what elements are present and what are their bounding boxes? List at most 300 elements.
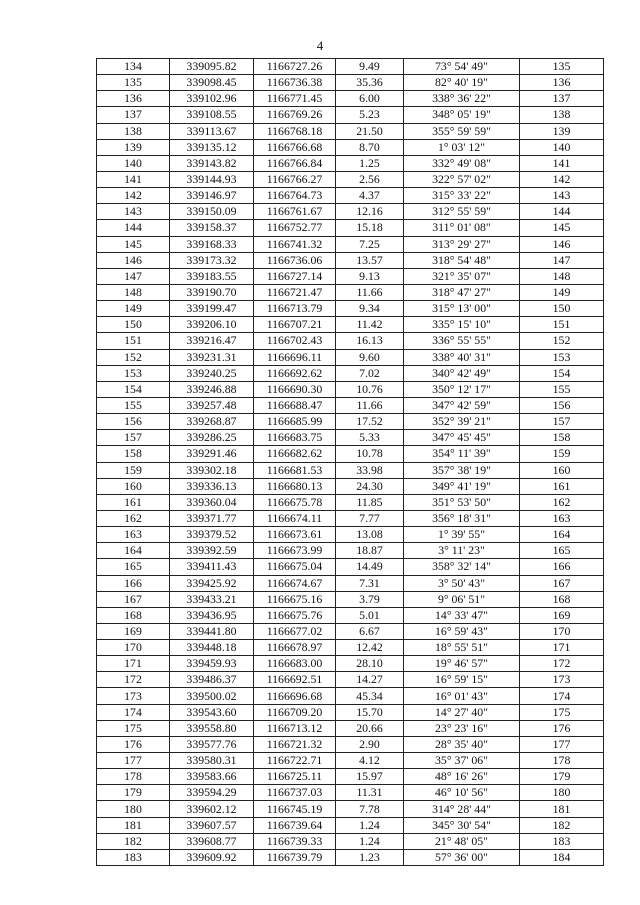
distance-cell: 33.98: [336, 462, 404, 478]
y-coordinate-cell: 1166713.12: [254, 720, 336, 736]
distance-cell: 7.78: [336, 801, 404, 817]
distance-cell: 15.97: [336, 769, 404, 785]
bearing-cell: 16° 59' 15": [404, 672, 520, 688]
table-row: [97, 414, 604, 430]
next-point-cell: 174: [520, 688, 604, 704]
x-coordinate-cell: 339102.96: [170, 91, 254, 107]
table-row: [97, 833, 604, 849]
x-coordinate-cell: 339240.25: [170, 365, 254, 381]
point-number-cell: 161: [97, 494, 170, 510]
distance-cell: 45.34: [336, 688, 404, 704]
x-coordinate-cell: 339500.02: [170, 688, 254, 704]
table-row: [97, 220, 604, 236]
next-point-cell: 179: [520, 769, 604, 785]
x-coordinate-cell: 339583.66: [170, 769, 254, 785]
table-row: [97, 494, 604, 510]
bearing-cell: 311° 01' 08": [404, 220, 520, 236]
next-point-cell: 152: [520, 333, 604, 349]
next-point-cell: 181: [520, 801, 604, 817]
next-point-cell: 141: [520, 155, 604, 171]
point-number-cell: 180: [97, 801, 170, 817]
point-number-cell: 167: [97, 591, 170, 607]
x-coordinate-cell: 339216.47: [170, 333, 254, 349]
y-coordinate-cell: 1166675.76: [254, 607, 336, 623]
x-coordinate-cell: 339286.25: [170, 430, 254, 446]
x-coordinate-cell: 339098.45: [170, 75, 254, 91]
x-coordinate-cell: 339609.92: [170, 849, 254, 865]
next-point-cell: 145: [520, 220, 604, 236]
next-point-cell: 178: [520, 753, 604, 769]
y-coordinate-cell: 1166768.18: [254, 123, 336, 139]
bearing-cell: 318° 54' 48": [404, 252, 520, 268]
y-coordinate-cell: 1166741.32: [254, 236, 336, 252]
table-row: [97, 656, 604, 672]
distance-cell: 7.02: [336, 365, 404, 381]
y-coordinate-cell: 1166675.78: [254, 494, 336, 510]
y-coordinate-cell: 1166752.77: [254, 220, 336, 236]
table-row: [97, 720, 604, 736]
point-number-cell: 155: [97, 397, 170, 413]
bearing-cell: 14° 33' 47": [404, 607, 520, 623]
next-point-cell: 150: [520, 301, 604, 317]
distance-cell: 7.25: [336, 236, 404, 252]
distance-cell: 11.66: [336, 397, 404, 413]
distance-cell: 21.50: [336, 123, 404, 139]
x-coordinate-cell: 339268.87: [170, 414, 254, 430]
next-point-cell: 168: [520, 591, 604, 607]
next-point-cell: 164: [520, 527, 604, 543]
bearing-cell: 335° 15' 10": [404, 317, 520, 333]
table-row: [97, 268, 604, 284]
point-number-cell: 154: [97, 381, 170, 397]
table-row: [97, 284, 604, 300]
next-point-cell: 184: [520, 849, 604, 865]
point-number-cell: 162: [97, 510, 170, 526]
x-coordinate-cell: 339448.18: [170, 640, 254, 656]
table-row: [97, 397, 604, 413]
bearing-cell: 57° 36' 00": [404, 849, 520, 865]
table-row: [97, 236, 604, 252]
x-coordinate-cell: 339231.31: [170, 349, 254, 365]
y-coordinate-cell: 1166702.43: [254, 333, 336, 349]
x-coordinate-cell: 339436.95: [170, 607, 254, 623]
bearing-cell: 315° 33' 22": [404, 188, 520, 204]
next-point-cell: 158: [520, 430, 604, 446]
x-coordinate-cell: 339580.31: [170, 753, 254, 769]
x-coordinate-cell: 339150.09: [170, 204, 254, 220]
distance-cell: 6.67: [336, 623, 404, 639]
table-row: [97, 333, 604, 349]
y-coordinate-cell: 1166680.13: [254, 478, 336, 494]
bearing-cell: 321° 35' 07": [404, 268, 520, 284]
x-coordinate-cell: 339146.97: [170, 188, 254, 204]
distance-cell: 14.49: [336, 559, 404, 575]
bearing-cell: 345° 30' 54": [404, 817, 520, 833]
distance-cell: 1.23: [336, 849, 404, 865]
bearing-cell: 351° 53' 50": [404, 494, 520, 510]
distance-cell: 10.78: [336, 446, 404, 462]
bearing-cell: 1° 03' 12": [404, 139, 520, 155]
next-point-cell: 154: [520, 365, 604, 381]
table-row: [97, 640, 604, 656]
table-body: [97, 59, 604, 866]
point-number-cell: 151: [97, 333, 170, 349]
point-number-cell: 158: [97, 446, 170, 462]
table-row: [97, 478, 604, 494]
table-row: [97, 785, 604, 801]
x-coordinate-cell: 339190.70: [170, 284, 254, 300]
point-number-cell: 179: [97, 785, 170, 801]
bearing-cell: 19° 46' 57": [404, 656, 520, 672]
point-number-cell: 136: [97, 91, 170, 107]
x-coordinate-cell: 339392.59: [170, 543, 254, 559]
x-coordinate-cell: 339257.48: [170, 397, 254, 413]
distance-cell: 5.01: [336, 607, 404, 623]
table-row: [97, 753, 604, 769]
table-row: [97, 559, 604, 575]
next-point-cell: 180: [520, 785, 604, 801]
y-coordinate-cell: 1166725.11: [254, 769, 336, 785]
table-row: [97, 688, 604, 704]
table-row: [97, 252, 604, 268]
bearing-cell: 48° 16' 26": [404, 769, 520, 785]
point-number-cell: 156: [97, 414, 170, 430]
next-point-cell: 162: [520, 494, 604, 510]
table-row: [97, 704, 604, 720]
x-coordinate-cell: 339095.82: [170, 59, 254, 75]
x-coordinate-cell: 339291.46: [170, 446, 254, 462]
y-coordinate-cell: 1166673.99: [254, 543, 336, 559]
x-coordinate-cell: 339411.43: [170, 559, 254, 575]
y-coordinate-cell: 1166678.97: [254, 640, 336, 656]
distance-cell: 7.77: [336, 510, 404, 526]
point-number-cell: 135: [97, 75, 170, 91]
x-coordinate-cell: 339602.12: [170, 801, 254, 817]
distance-cell: 20.66: [336, 720, 404, 736]
point-number-cell: 181: [97, 817, 170, 833]
bearing-cell: 338° 40' 31": [404, 349, 520, 365]
distance-cell: 12.16: [336, 204, 404, 220]
y-coordinate-cell: 1166739.33: [254, 833, 336, 849]
x-coordinate-cell: 339441.80: [170, 623, 254, 639]
table-row: [97, 769, 604, 785]
next-point-cell: 176: [520, 720, 604, 736]
x-coordinate-cell: 339425.92: [170, 575, 254, 591]
table-row: [97, 849, 604, 865]
y-coordinate-cell: 1166673.61: [254, 527, 336, 543]
point-number-cell: 143: [97, 204, 170, 220]
y-coordinate-cell: 1166736.38: [254, 75, 336, 91]
bearing-cell: 28° 35' 40": [404, 736, 520, 752]
distance-cell: 8.70: [336, 139, 404, 155]
next-point-cell: 139: [520, 123, 604, 139]
distance-cell: 11.42: [336, 317, 404, 333]
bearing-cell: 23° 23' 16": [404, 720, 520, 736]
bearing-cell: 349° 41' 19": [404, 478, 520, 494]
next-point-cell: 135: [520, 59, 604, 75]
point-number-cell: 159: [97, 462, 170, 478]
y-coordinate-cell: 1166696.11: [254, 349, 336, 365]
y-coordinate-cell: 1166745.19: [254, 801, 336, 817]
y-coordinate-cell: 1166736.06: [254, 252, 336, 268]
distance-cell: 15.70: [336, 704, 404, 720]
bearing-cell: 347° 45' 45": [404, 430, 520, 446]
table-row: [97, 736, 604, 752]
point-number-cell: 171: [97, 656, 170, 672]
next-point-cell: 160: [520, 462, 604, 478]
distance-cell: 24.30: [336, 478, 404, 494]
next-point-cell: 146: [520, 236, 604, 252]
next-point-cell: 149: [520, 284, 604, 300]
distance-cell: 4.37: [336, 188, 404, 204]
bearing-cell: 318° 47' 27": [404, 284, 520, 300]
point-number-cell: 142: [97, 188, 170, 204]
distance-cell: 9.13: [336, 268, 404, 284]
point-number-cell: 144: [97, 220, 170, 236]
point-number-cell: 175: [97, 720, 170, 736]
bearing-cell: 312° 55' 59": [404, 204, 520, 220]
table-row: [97, 123, 604, 139]
next-point-cell: 171: [520, 640, 604, 656]
distance-cell: 6.00: [336, 91, 404, 107]
x-coordinate-cell: 339113.67: [170, 123, 254, 139]
bearing-cell: 354° 11' 39": [404, 446, 520, 462]
next-point-cell: 148: [520, 268, 604, 284]
point-number-cell: 169: [97, 623, 170, 639]
table-row: [97, 188, 604, 204]
point-number-cell: 153: [97, 365, 170, 381]
y-coordinate-cell: 1166721.32: [254, 736, 336, 752]
point-number-cell: 164: [97, 543, 170, 559]
y-coordinate-cell: 1166771.45: [254, 91, 336, 107]
y-coordinate-cell: 1166675.04: [254, 559, 336, 575]
point-number-cell: 140: [97, 155, 170, 171]
table-row: [97, 107, 604, 123]
bearing-cell: 9° 06' 51": [404, 591, 520, 607]
bearing-cell: 18° 55' 51": [404, 640, 520, 656]
y-coordinate-cell: 1166696.68: [254, 688, 336, 704]
y-coordinate-cell: 1166766.84: [254, 155, 336, 171]
x-coordinate-cell: 339199.47: [170, 301, 254, 317]
y-coordinate-cell: 1166766.68: [254, 139, 336, 155]
bearing-cell: 3° 11' 23": [404, 543, 520, 559]
y-coordinate-cell: 1166682.62: [254, 446, 336, 462]
x-coordinate-cell: 339594.29: [170, 785, 254, 801]
next-point-cell: 163: [520, 510, 604, 526]
next-point-cell: 177: [520, 736, 604, 752]
table-row: [97, 349, 604, 365]
y-coordinate-cell: 1166683.00: [254, 656, 336, 672]
table-row: [97, 91, 604, 107]
bearing-cell: 16° 01' 43": [404, 688, 520, 704]
y-coordinate-cell: 1166727.26: [254, 59, 336, 75]
y-coordinate-cell: 1166707.21: [254, 317, 336, 333]
distance-cell: 1.24: [336, 833, 404, 849]
table-row: [97, 155, 604, 171]
bearing-cell: 347° 42' 59": [404, 397, 520, 413]
x-coordinate-cell: 339108.55: [170, 107, 254, 123]
y-coordinate-cell: 1166685.99: [254, 414, 336, 430]
bearing-cell: 35° 37' 06": [404, 753, 520, 769]
y-coordinate-cell: 1166721.47: [254, 284, 336, 300]
y-coordinate-cell: 1166677.02: [254, 623, 336, 639]
next-point-cell: 140: [520, 139, 604, 155]
table-row: [97, 543, 604, 559]
table-row: [97, 75, 604, 91]
point-number-cell: 157: [97, 430, 170, 446]
distance-cell: 18.87: [336, 543, 404, 559]
point-number-cell: 178: [97, 769, 170, 785]
bearing-cell: 82° 40' 19": [404, 75, 520, 91]
distance-cell: 2.90: [336, 736, 404, 752]
bearing-cell: 348° 05' 19": [404, 107, 520, 123]
x-coordinate-cell: 339173.32: [170, 252, 254, 268]
point-number-cell: 172: [97, 672, 170, 688]
point-number-cell: 177: [97, 753, 170, 769]
bearing-cell: 336° 55' 55": [404, 333, 520, 349]
table-row: [97, 59, 604, 75]
point-number-cell: 134: [97, 59, 170, 75]
distance-cell: 11.31: [336, 785, 404, 801]
distance-cell: 5.23: [336, 107, 404, 123]
bearing-cell: 338° 36' 22": [404, 91, 520, 107]
x-coordinate-cell: 339360.04: [170, 494, 254, 510]
bearing-cell: 357° 38' 19": [404, 462, 520, 478]
distance-cell: 7.31: [336, 575, 404, 591]
distance-cell: 35.36: [336, 75, 404, 91]
next-point-cell: 182: [520, 817, 604, 833]
table-row: [97, 591, 604, 607]
table-row: [97, 171, 604, 187]
point-number-cell: 163: [97, 527, 170, 543]
point-number-cell: 170: [97, 640, 170, 656]
next-point-cell: 138: [520, 107, 604, 123]
coordinates-table: [96, 58, 604, 866]
bearing-cell: 21° 48' 05": [404, 833, 520, 849]
bearing-cell: 3° 50' 43": [404, 575, 520, 591]
y-coordinate-cell: 1166766.27: [254, 171, 336, 187]
table-row: [97, 446, 604, 462]
point-number-cell: 145: [97, 236, 170, 252]
next-point-cell: 161: [520, 478, 604, 494]
x-coordinate-cell: 339379.52: [170, 527, 254, 543]
table-row: [97, 527, 604, 543]
distance-cell: 14.27: [336, 672, 404, 688]
point-number-cell: 141: [97, 171, 170, 187]
point-number-cell: 137: [97, 107, 170, 123]
next-point-cell: 157: [520, 414, 604, 430]
next-point-cell: 137: [520, 91, 604, 107]
next-point-cell: 156: [520, 397, 604, 413]
bearing-cell: 352° 39' 21": [404, 414, 520, 430]
point-number-cell: 166: [97, 575, 170, 591]
bearing-cell: 1° 39' 55": [404, 527, 520, 543]
point-number-cell: 165: [97, 559, 170, 575]
y-coordinate-cell: 1166739.79: [254, 849, 336, 865]
table-row: [97, 607, 604, 623]
next-point-cell: 172: [520, 656, 604, 672]
next-point-cell: 147: [520, 252, 604, 268]
y-coordinate-cell: 1166709.20: [254, 704, 336, 720]
y-coordinate-cell: 1166769.26: [254, 107, 336, 123]
y-coordinate-cell: 1166739.64: [254, 817, 336, 833]
y-coordinate-cell: 1166713.79: [254, 301, 336, 317]
distance-cell: 10.76: [336, 381, 404, 397]
bearing-cell: 73° 54' 49": [404, 59, 520, 75]
x-coordinate-cell: 339608.77: [170, 833, 254, 849]
bearing-cell: 356° 18' 31": [404, 510, 520, 526]
next-point-cell: 143: [520, 188, 604, 204]
next-point-cell: 159: [520, 446, 604, 462]
distance-cell: 28.10: [336, 656, 404, 672]
point-number-cell: 174: [97, 704, 170, 720]
y-coordinate-cell: 1166683.75: [254, 430, 336, 446]
next-point-cell: 170: [520, 623, 604, 639]
x-coordinate-cell: 339143.82: [170, 155, 254, 171]
table-row: [97, 801, 604, 817]
bearing-cell: 358° 32' 14": [404, 559, 520, 575]
distance-cell: 11.66: [336, 284, 404, 300]
distance-cell: 1.25: [336, 155, 404, 171]
table-row: [97, 204, 604, 220]
point-number-cell: 139: [97, 139, 170, 155]
point-number-cell: 168: [97, 607, 170, 623]
point-number-cell: 183: [97, 849, 170, 865]
distance-cell: 17.52: [336, 414, 404, 430]
next-point-cell: 144: [520, 204, 604, 220]
y-coordinate-cell: 1166674.67: [254, 575, 336, 591]
point-number-cell: 182: [97, 833, 170, 849]
point-number-cell: 146: [97, 252, 170, 268]
table-row: [97, 301, 604, 317]
x-coordinate-cell: 339135.12: [170, 139, 254, 155]
distance-cell: 3.79: [336, 591, 404, 607]
next-point-cell: 151: [520, 317, 604, 333]
table-row: [97, 139, 604, 155]
bearing-cell: 313° 29' 27": [404, 236, 520, 252]
distance-cell: 13.57: [336, 252, 404, 268]
x-coordinate-cell: 339433.21: [170, 591, 254, 607]
x-coordinate-cell: 339558.80: [170, 720, 254, 736]
x-coordinate-cell: 339158.37: [170, 220, 254, 236]
page-number: 4: [316, 38, 324, 53]
distance-cell: 4.12: [336, 753, 404, 769]
next-point-cell: 142: [520, 171, 604, 187]
next-point-cell: 169: [520, 607, 604, 623]
y-coordinate-cell: 1166761.67: [254, 204, 336, 220]
distance-cell: 2.56: [336, 171, 404, 187]
y-coordinate-cell: 1166688.47: [254, 397, 336, 413]
bearing-cell: 46° 10' 56": [404, 785, 520, 801]
bearing-cell: 14° 27' 40": [404, 704, 520, 720]
next-point-cell: 155: [520, 381, 604, 397]
table-row: [97, 381, 604, 397]
bearing-cell: 355° 59' 59": [404, 123, 520, 139]
point-number-cell: 148: [97, 284, 170, 300]
distance-cell: 13.08: [336, 527, 404, 543]
bearing-cell: 340° 42' 49": [404, 365, 520, 381]
distance-cell: 9.49: [336, 59, 404, 75]
x-coordinate-cell: 339486.37: [170, 672, 254, 688]
distance-cell: 15.18: [336, 220, 404, 236]
next-point-cell: 183: [520, 833, 604, 849]
distance-cell: 5.33: [336, 430, 404, 446]
table-row: [97, 672, 604, 688]
table-row: [97, 510, 604, 526]
y-coordinate-cell: 1166674.11: [254, 510, 336, 526]
bearing-cell: 332° 49' 08": [404, 155, 520, 171]
distance-cell: 1.24: [336, 817, 404, 833]
